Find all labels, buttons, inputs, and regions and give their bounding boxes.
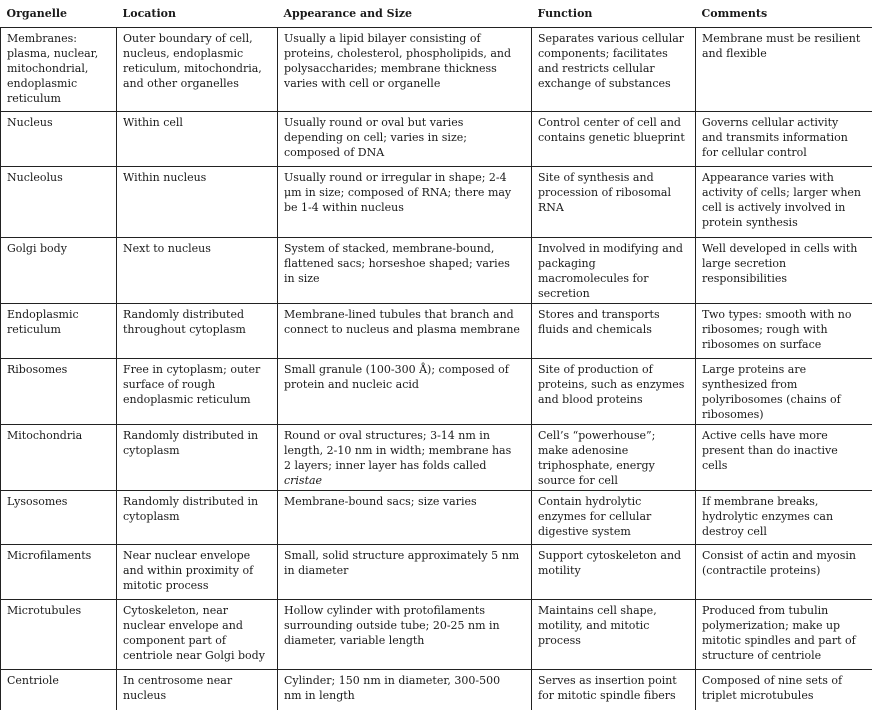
cell-comments: Well developed in cells with large secretion responsibilities [696, 238, 872, 304]
cell-comments: Two types: smooth with no ribosomes; rough with ribosomes on surface [696, 304, 872, 359]
cell-function: Site of synthesis and procession of ribosomal RNA [532, 167, 696, 238]
header-organelle: Organelle [1, 0, 117, 28]
cell-function: Control center of cell and contains genetic blueprint [532, 112, 696, 167]
header-comments: Comments [696, 0, 872, 28]
cell-function: Cell’s “powerhouse”; make adenosine triphosphate, energy source for cell [532, 425, 696, 491]
cell-comments: Active cells have more present than do inactive cells [696, 425, 872, 491]
cell-comments: Appearance varies with activity of cells; larger when cell is actively involved in protein synthesis [696, 167, 872, 238]
cell-appearance: Membrane-bound sacs; size varies [278, 491, 532, 545]
cell-function: Maintains cell shape, motility, and mitotic process [532, 600, 696, 670]
header-location: Location [117, 0, 278, 28]
cell-organelle: Mitochondria [1, 425, 117, 491]
cell-function: Support cytoskeleton and motility [532, 545, 696, 600]
cell-organelle: Endoplasmic reticulum [1, 304, 117, 359]
cell-organelle: Centriole [1, 670, 117, 710]
cell-function: Separates various cellular components; facilitates and restricts cellular exchange of substances [532, 28, 696, 112]
cell-location: Randomly distributed in cytoplasm [117, 491, 278, 545]
cell-comments: Large proteins are synthesized from polyribosomes (chains of ribosomes) [696, 359, 872, 425]
cell-appearance: Usually round or oval but varies depending on cell; varies in size; composed of DNA [278, 112, 532, 167]
cristae-term: cristae [284, 474, 323, 487]
header-row [1, 0, 872, 28]
cell-location: Within nucleus [117, 167, 278, 238]
header-function: Function [532, 0, 696, 28]
cell-comments: If membrane breaks, hydrolytic enzymes can destroy cell [696, 491, 872, 545]
cell-comments: Consist of actin and myosin (contractile proteins) [696, 545, 872, 600]
cell-appearance: Small granule (100-300 Å); composed of protein and nucleic acid [278, 359, 532, 425]
cell-location: In centrosome near nucleus [117, 670, 278, 710]
cell-appearance: System of stacked, membrane-bound, flattened sacs; horseshoe shaped; varies in size [278, 238, 532, 304]
cell-location: Cytoskeleton, near nuclear envelope and component part of centriole near Golgi body [117, 600, 278, 670]
cell-organelle: Membranes: plasma, nuclear, mitochondrial, endoplasmic reticulum [1, 28, 117, 112]
cell-location: Within cell [117, 112, 278, 167]
cell-function: Contain hydrolytic enzymes for cellular digestive system [532, 491, 696, 545]
cell-function: Site of production of proteins, such as enzymes and blood proteins [532, 359, 696, 425]
header-appearance-size: Appearance and Size [278, 0, 532, 28]
cell-location: Next to nucleus [117, 238, 278, 304]
cell-organelle: Lysosomes [1, 491, 117, 545]
cell-function: Serves as insertion point for mitotic spindle fibers [532, 670, 696, 710]
table-row [1, 545, 872, 600]
table-row [1, 28, 872, 112]
cell-organelle: Golgi body [1, 238, 117, 304]
cell-appearance: Cylinder; 150 nm in diameter, 300-500 nm in length [278, 670, 532, 710]
table-row [1, 112, 872, 167]
cell-appearance: Small, solid structure approximately 5 nm in diameter [278, 545, 532, 600]
cell-appearance: Usually round or irregular in shape; 2-4 μm in size; composed of RNA; there may be 1-4 within nucleus [278, 167, 532, 238]
cell-location: Free in cytoplasm; outer surface of rough endoplasmic reticulum [117, 359, 278, 425]
cell-organelle: Microtubules [1, 600, 117, 670]
cell-appearance: Hollow cylinder with protofilaments surrounding outside tube; 20-25 nm in diameter, variable length [278, 600, 532, 670]
cell-comments: Produced from tubulin polymerization; make up mitotic spindles and part of structure of centriole [696, 600, 872, 670]
table-row [1, 359, 872, 425]
cell-location: Randomly distributed in cytoplasm [117, 425, 278, 491]
table-row [1, 600, 872, 670]
cell-location: Outer boundary of cell, nucleus, endoplasmic reticulum, mitochondria, and other organelles [117, 28, 278, 112]
cell-comments: Composed of nine sets of triplet microtubules [702, 674, 843, 702]
table-row [1, 425, 872, 491]
cell-organelle: Nucleus [1, 112, 117, 167]
cell-organelle: Ribosomes [1, 359, 117, 425]
table-row [1, 167, 872, 238]
cell-function: Stores and transports fluids and chemicals [532, 304, 696, 359]
cell-comments: Membrane must be resilient and flexible [696, 28, 872, 112]
cell-function: Involved in modifying and packaging macromolecules for secretion [532, 238, 696, 304]
table-row [1, 238, 872, 304]
cell-organelle: Microfilaments [1, 545, 117, 600]
table-row [1, 670, 872, 710]
cell-location: Near nuclear envelope and within proximity of mitotic process [117, 545, 278, 600]
cell-appearance: Usually a lipid bilayer consisting of proteins, cholesterol, phospholipids, and polysaccharides; membrane thickness varies with cell or organelle [278, 28, 532, 112]
cell-location: Randomly distributed throughout cytoplasm [117, 304, 278, 359]
cell-comments: Governs cellular activity and transmits information for cellular control [696, 112, 872, 167]
cell-appearance: Membrane-lined tubules that branch and connect to nucleus and plasma membrane [278, 304, 532, 359]
cell-appearance [278, 425, 532, 491]
appearance-text: Round or oval structures; 3-14 nm in length, 2-10 nm in width; membrane has 2 layers; inner layer has folds called [284, 429, 512, 472]
table-row [1, 304, 872, 359]
cell-organelle: Nucleolus [1, 167, 117, 238]
table-row [1, 491, 872, 545]
